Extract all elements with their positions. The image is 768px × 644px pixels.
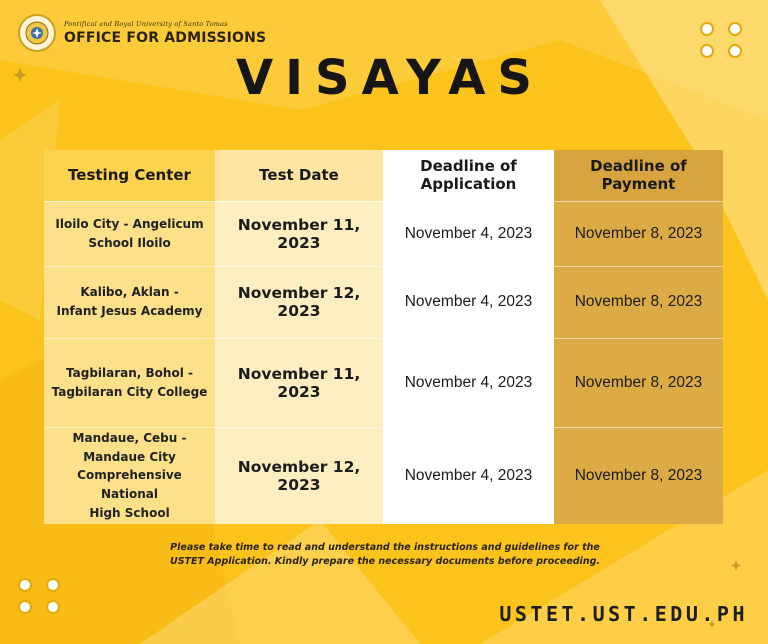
decorative-dots-bottom-left: [18, 578, 60, 614]
deadline-payment-cell: November 8, 2023: [554, 266, 723, 338]
table-row: [44, 338, 723, 427]
deadline-application-cell: November 4, 2023: [383, 427, 554, 524]
schedule-table: [44, 150, 723, 524]
office-name: OFFICE FOR ADMISSIONS: [64, 30, 267, 47]
website-url: USTET.UST.EDU.PH: [499, 602, 748, 626]
test-date-cell: November 11, 2023: [215, 201, 383, 266]
table-row: [44, 201, 723, 266]
decorative-dot-icon: [18, 578, 32, 592]
table-row: [44, 266, 723, 338]
decorative-dot-icon: [46, 578, 60, 592]
test-date-cell: November 11, 2023: [215, 338, 383, 427]
table-header-row: [44, 150, 723, 201]
decorative-dot-icon: [46, 600, 60, 614]
decorative-dot-icon: [18, 600, 32, 614]
office-logo: [18, 14, 266, 52]
page-title: VISAYAS: [235, 50, 544, 106]
deadline-payment-cell: November 8, 2023: [554, 338, 723, 427]
testing-center-cell: Tagbilaran, Bohol - Tagbilaran City College: [44, 338, 215, 427]
decorative-dot-icon: [728, 22, 742, 36]
deadline-payment-cell: November 8, 2023: [554, 427, 723, 524]
deadline-application-cell: November 4, 2023: [383, 266, 554, 338]
ust-seal-icon: [18, 14, 56, 52]
column-header-deadline-application: Deadline of Application: [383, 150, 554, 201]
test-date-cell: November 12, 2023: [215, 427, 383, 524]
test-date-cell: November 12, 2023: [215, 266, 383, 338]
table-row: [44, 427, 723, 524]
deadline-application-cell: November 4, 2023: [383, 201, 554, 266]
testing-center-cell: Kalibo, Aklan - Infant Jesus Academy: [44, 266, 215, 338]
column-header-test-date: Test Date: [215, 150, 383, 201]
instructions-note: Please take time to read and understand the instructions and guidelines for the USTET Application. Kindly prepare the necessary documents before proceeding.: [169, 542, 600, 567]
decorative-dot-icon: [700, 22, 714, 36]
deadline-application-cell: November 4, 2023: [383, 338, 554, 427]
column-header-testing-center: Testing Center: [44, 150, 215, 201]
column-header-deadline-payment: Deadline of Payment: [554, 150, 723, 201]
testing-center-cell: Iloilo City - Angelicum School Iloilo: [44, 201, 215, 266]
testing-center-cell: Mandaue, Cebu - Mandaue City Comprehensive National High School: [44, 427, 215, 524]
deadline-payment-cell: November 8, 2023: [554, 201, 723, 266]
university-name: Pontifical and Royal University of Santo Tomas: [64, 19, 228, 28]
